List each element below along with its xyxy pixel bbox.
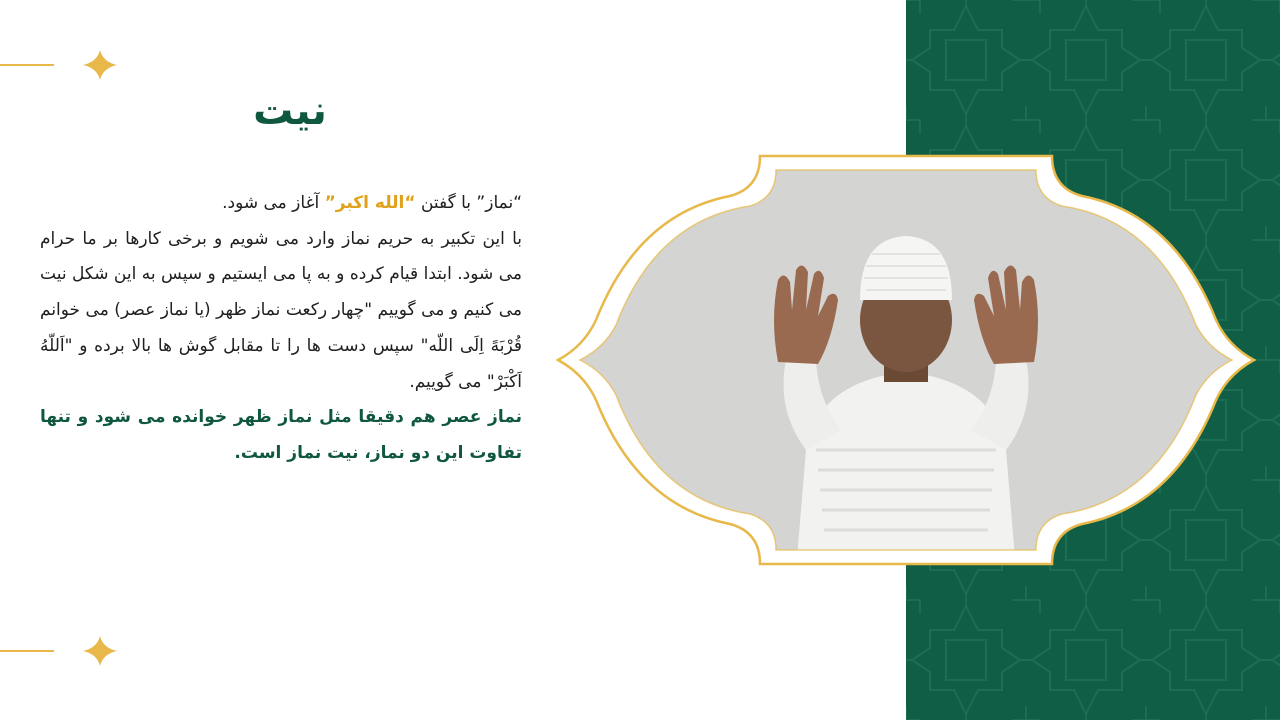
body-text — [40, 186, 522, 472]
paragraph-description: با این تکبیر به حریم نماز وارد می شویم و برخی کارها بر ما حرام می شود. ابتدا قیام کرده و به پا می ایستیم و سپس به این شکل نیت می کنیم و می گوییم "چهار رکعت نماز ظهر (یا نماز عصر) می خوانم قُرْبَهً اِلَی اللّه" سپس دست ها را تا مقابل گوش ها بالا برده و "اَللّهُ اَکْبَرْ" می گوییم. — [40, 228, 522, 392]
intro-text-start: “نماز” با گفتن — [415, 193, 522, 213]
page-title: نیت — [253, 88, 327, 134]
four-point-star-icon — [0, 50, 140, 80]
takbir-highlight: “الله اکبر” — [324, 193, 416, 213]
intro-text-end: آغاز می شود. — [222, 193, 325, 213]
four-point-star-icon — [0, 636, 140, 666]
asr-prayer-note: نماز عصر هم دقیقا مثل نماز ظهر خوانده می شود و تنها تفاوت این دو نماز، نیت نماز است. — [40, 407, 522, 463]
ornamental-frame — [556, 150, 1256, 570]
paragraph-intro — [40, 186, 522, 222]
prayer-photo — [556, 150, 1256, 570]
